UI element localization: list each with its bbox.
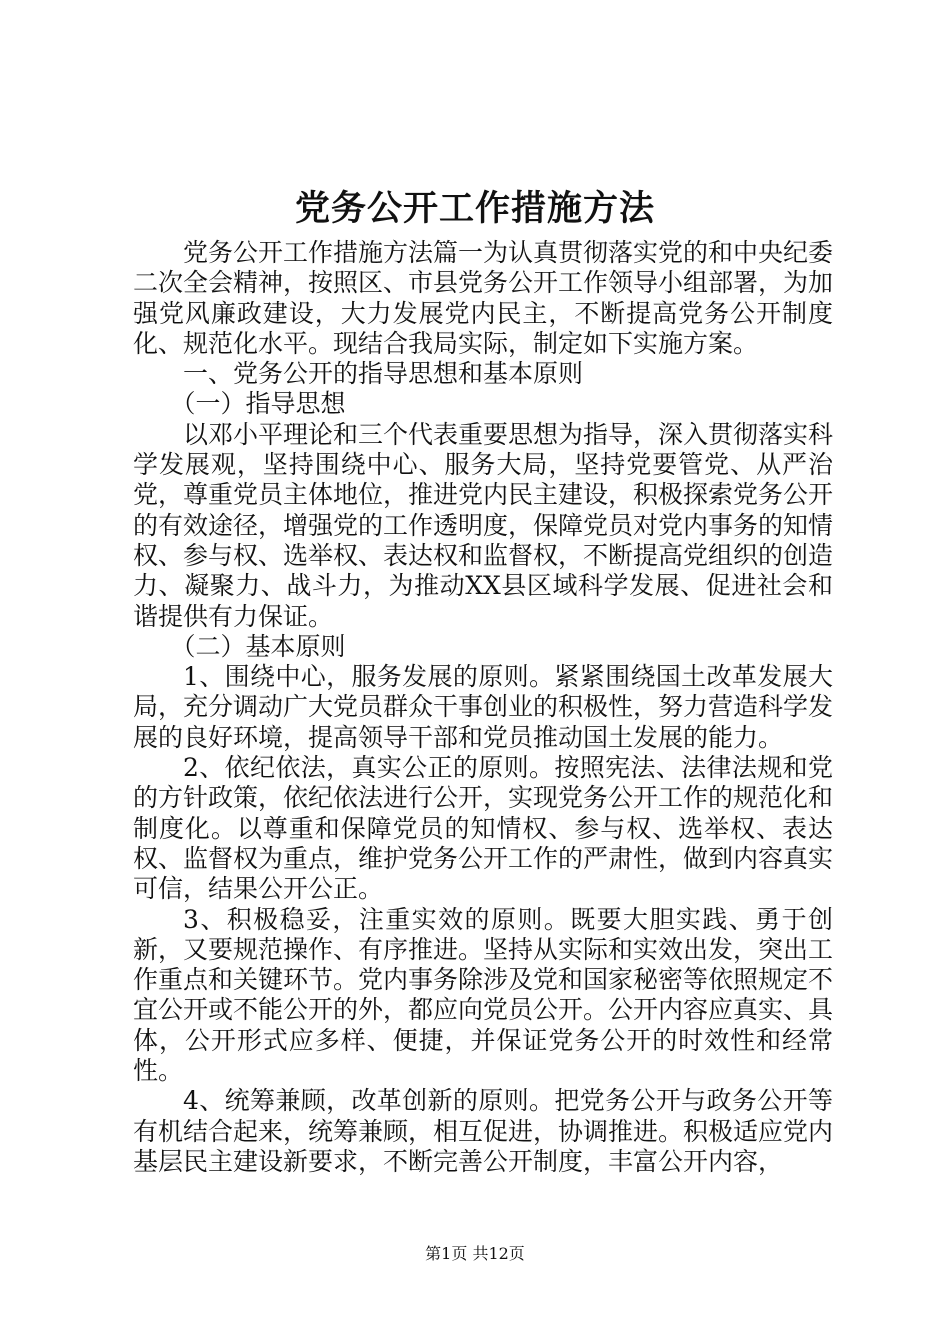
subsection-heading: （二）基本原则	[170, 631, 346, 661]
paragraph: 党务公开工作措施方法篇一为认真贯彻落实党的和中央纪委二次全会精神，按照区、市县党务公开工作领导小组部署，为加强党风廉政建设，大力发展党内民主，不断提高党务公开制度化、规范化水平。现结合我局实际，制定如下实施方案。	[133, 238, 834, 358]
paragraph: 3、积极稳妥，注重实效的原则。既要大胆实践、勇于创新，又要规范操作、有序推进。坚持从实际和实效出发，突出工作重点和关键环节。党内事务除涉及党和国家秘密等依照规定不宜公开或不能公开的外，都应向党员公开。公开内容应真实、具体，公开形式应多样、便捷，并保证党务公开的时效性和经常性。	[133, 904, 834, 1086]
paragraph: 1、围绕中心，服务发展的原则。紧紧围绕国土改革发展大局，充分调动广大党员群众干事创业的积极性，努力营造科学发展的良好环境，提高领导干部和党员推动国土发展的能力。	[133, 662, 834, 752]
section-heading: 一、党务公开的指导思想和基本原则	[183, 359, 584, 389]
paragraph: 4、统筹兼顾，改革创新的原则。把党务公开与政务公开等有机结合起来，统筹兼顾，相互促进，协调推进。积极适应党内基层民主建设新要求，不断完善公开制度，丰富公开内容，	[133, 1086, 834, 1176]
document-title: 党务公开工作措施方法	[294, 188, 655, 229]
document-body	[133, 238, 833, 1177]
subsection-heading: （一）指导思想	[170, 389, 346, 419]
paragraph: 以邓小平理论和三个代表重要思想为指导，深入贯彻落实科学发展观，坚持围绕中心、服务大局，坚持党要管党、从严治党，尊重党员主体地位，推进党内民主建设，积极探索党务公开的有效途径，增强党的工作透明度，保障党员对党内事务的知情权、参与权、选举权、表达权和监督权，不断提高党组织的创造力、凝聚力、战斗力，为推动XX县区域科学发展、促进社会和谐提供有力保证。	[133, 419, 834, 631]
paragraph: 2、依纪依法，真实公正的原则。按照宪法、法律法规和党的方针政策，依纪依法进行公开，实现党务公开工作的规范化和制度化。以尊重和保障党员的知情权、参与权、选举权、表达权、监督权为重点，维护党务公开工作的严肃性，做到内容真实可信，结果公开公正。	[133, 753, 834, 904]
page-number-footer: 第1页 共12页	[425, 1244, 525, 1263]
